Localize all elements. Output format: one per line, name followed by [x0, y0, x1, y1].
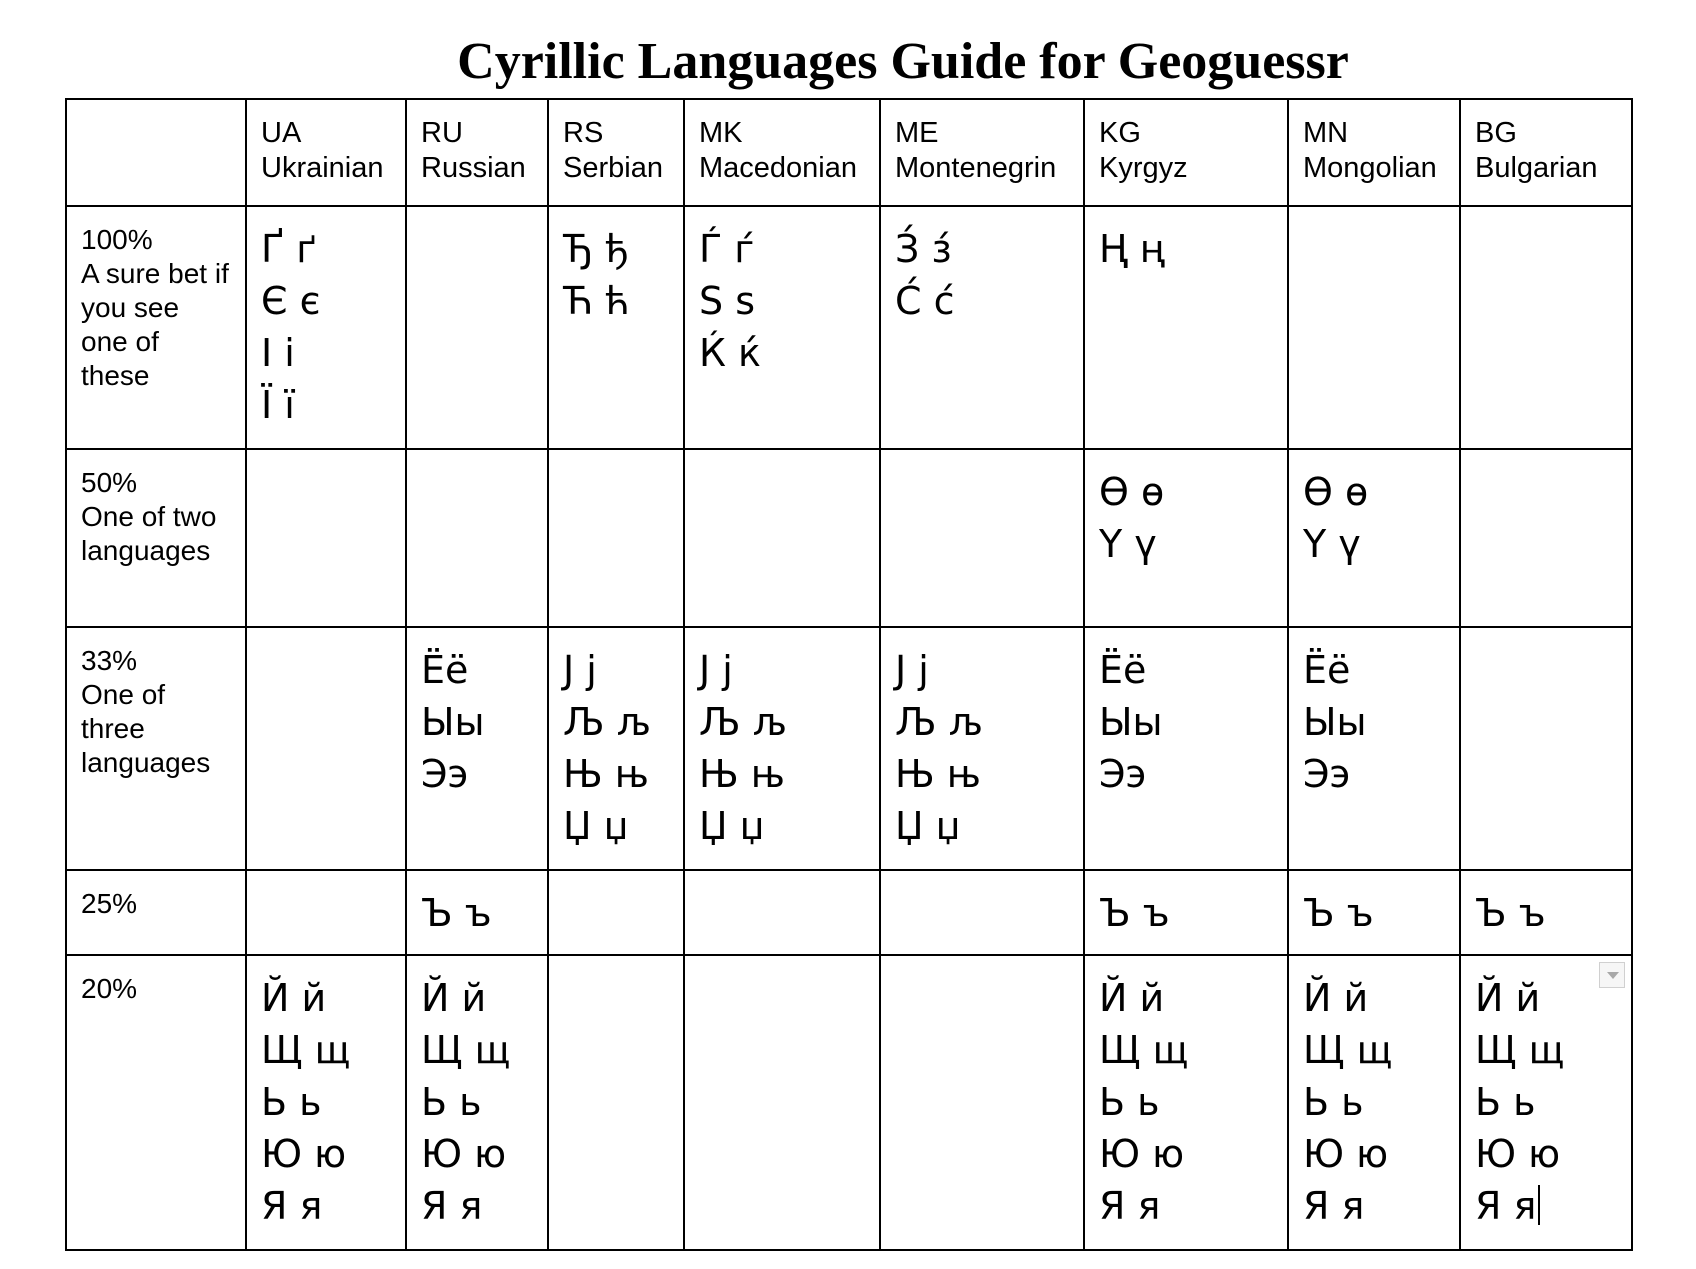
letter-pair	[261, 1128, 391, 1180]
letter-pair-text: Ј ј	[563, 648, 597, 692]
letter-pair-text: Ъ ъ	[1475, 891, 1546, 935]
letter-list	[1475, 972, 1617, 1232]
letters-cell-kg[interactable]	[1084, 206, 1288, 449]
letter-pair	[1475, 972, 1617, 1024]
tier-row	[66, 955, 1632, 1250]
letters-cell-mn[interactable]	[1288, 627, 1460, 870]
letter-pair	[699, 275, 865, 327]
letter-pair	[1475, 887, 1617, 939]
letter-pair	[261, 1024, 391, 1076]
letter-pair	[1303, 748, 1445, 800]
language-name: Montenegrin	[895, 152, 1057, 184]
header-cell-me[interactable]	[880, 99, 1084, 206]
letters-cell-rs[interactable]	[548, 870, 684, 955]
letter-pair-text: Ө ө	[1303, 470, 1369, 514]
letter-pair-text: Ґ ґ	[261, 227, 317, 271]
language-name: Macedonian	[699, 152, 857, 184]
letter-pair-text: Љ љ	[563, 700, 651, 744]
letter-pair-text: Я я	[1475, 1184, 1537, 1228]
letter-pair-text: Ю ю	[421, 1132, 507, 1176]
letter-list	[1475, 887, 1617, 939]
letter-pair-text: Ёё	[421, 648, 469, 692]
tier-description: A sure bet if you see one of these	[81, 258, 229, 391]
letter-list	[421, 887, 533, 939]
letter-pair-text: Ыы	[1303, 700, 1367, 744]
letters-cell-kg[interactable]	[1084, 955, 1288, 1250]
language-name: Russian	[421, 152, 526, 184]
letter-pair	[895, 800, 1069, 852]
letter-pair-text: Й й	[261, 976, 327, 1020]
letter-pair-text: Я я	[261, 1184, 323, 1228]
letter-pair-text: Ј ј	[699, 648, 733, 692]
letter-pair-text: Ыы	[421, 700, 485, 744]
letter-pair	[699, 748, 865, 800]
letter-pair	[421, 1024, 533, 1076]
tier-row	[66, 206, 1632, 449]
letter-list	[699, 644, 865, 852]
letter-pair	[1099, 223, 1273, 275]
letters-cell-mk[interactable]	[684, 206, 880, 449]
letter-pair	[1475, 1180, 1617, 1232]
language-code: MK	[699, 117, 743, 149]
letter-list	[563, 223, 669, 327]
letter-list	[895, 644, 1069, 852]
letter-list	[1099, 887, 1273, 939]
letter-pair	[261, 275, 391, 327]
letter-pair-text: Њ њ	[563, 752, 649, 796]
letter-pair-text: Ћ ћ	[563, 279, 630, 323]
letters-cell-ru[interactable]	[406, 449, 548, 627]
letters-cell-ua[interactable]	[246, 955, 406, 1250]
letter-list	[1303, 466, 1445, 570]
tier-row	[66, 627, 1632, 870]
letters-cell-mn[interactable]	[1288, 870, 1460, 955]
letter-pair-text: Њ њ	[895, 752, 981, 796]
letter-pair	[1099, 972, 1273, 1024]
letters-cell-bg[interactable]	[1460, 627, 1632, 870]
letter-pair	[699, 644, 865, 696]
letter-pair	[1099, 518, 1273, 570]
letter-pair-text: Ю ю	[1303, 1132, 1389, 1176]
letter-pair-text: Ђ ђ	[563, 227, 629, 271]
letters-cell-mk[interactable]	[684, 870, 880, 955]
letter-pair	[895, 644, 1069, 696]
letter-pair-text: Щ щ	[421, 1028, 511, 1072]
letter-pair	[1099, 696, 1273, 748]
language-name: Mongolian	[1303, 152, 1437, 184]
letter-list	[1099, 223, 1273, 275]
letters-cell-me[interactable]	[880, 206, 1084, 449]
letters-cell-ua[interactable]	[246, 206, 406, 449]
letter-pair-text: Я я	[1303, 1184, 1365, 1228]
letter-pair	[563, 275, 669, 327]
letter-pair	[699, 800, 865, 852]
tier-label-cell[interactable]	[66, 955, 246, 1250]
letter-pair-text: Ээ	[1099, 752, 1147, 796]
letter-pair-text: Щ щ	[1475, 1028, 1565, 1072]
language-code: BG	[1475, 117, 1517, 149]
letter-pair-text: Ыы	[1099, 700, 1163, 744]
letters-cell-kg[interactable]	[1084, 449, 1288, 627]
letters-cell-bg[interactable]	[1460, 955, 1632, 1250]
letter-list	[421, 972, 533, 1232]
tier-label-cell[interactable]	[66, 627, 246, 870]
language-code: RS	[563, 117, 604, 149]
letter-pair	[895, 748, 1069, 800]
language-code: UA	[261, 117, 302, 149]
letters-cell-me[interactable]	[880, 870, 1084, 955]
language-name: Serbian	[563, 152, 663, 184]
letter-pair-text: Њ њ	[699, 752, 785, 796]
tier-percent: 33%	[81, 645, 138, 676]
letter-pair-text: Щ щ	[261, 1028, 351, 1072]
letter-list	[261, 972, 391, 1232]
letter-pair	[1099, 1076, 1273, 1128]
letter-pair-text: Ү ү	[1099, 522, 1157, 566]
letter-pair-text: Ѓ ѓ	[699, 227, 755, 271]
letter-pair	[563, 644, 669, 696]
letter-pair	[1099, 466, 1273, 518]
tier-percent: 100%	[81, 224, 153, 255]
header-cell-ua[interactable]	[246, 99, 406, 206]
letter-list	[1303, 972, 1445, 1232]
letter-pair	[563, 748, 669, 800]
letter-pair	[421, 644, 533, 696]
letter-pair	[1303, 972, 1445, 1024]
letter-pair-text: Ю ю	[1099, 1132, 1185, 1176]
letter-pair-text: Ёё	[1303, 648, 1351, 692]
letter-pair	[421, 1180, 533, 1232]
letter-pair	[1099, 1180, 1273, 1232]
letter-pair-text: Ү ү	[1303, 522, 1361, 566]
letters-cell-ru[interactable]	[406, 627, 548, 870]
letter-pair	[421, 748, 533, 800]
letter-list	[1099, 466, 1273, 570]
letter-pair-text: Ї ї	[261, 383, 295, 427]
language-name: Kyrgyz	[1099, 152, 1188, 184]
letter-pair	[1099, 748, 1273, 800]
language-name: Bulgarian	[1475, 152, 1598, 184]
letters-cell-rs[interactable]	[548, 449, 684, 627]
letters-cell-rs[interactable]	[548, 206, 684, 449]
letter-list	[1099, 972, 1273, 1232]
letter-pair-text: І і	[261, 331, 295, 375]
tier-percent: 20%	[81, 973, 138, 1004]
letter-list	[1099, 644, 1273, 800]
header-cell-ru[interactable]	[406, 99, 548, 206]
letter-list	[895, 223, 1069, 327]
tier-percent: 25%	[81, 888, 138, 919]
letter-pair	[1303, 644, 1445, 696]
letter-pair-text: Ң ң	[1099, 227, 1165, 271]
letter-pair	[895, 275, 1069, 327]
letter-pair-text: Й й	[1475, 976, 1541, 1020]
header-row	[66, 99, 1632, 206]
language-code: KG	[1099, 117, 1141, 149]
letters-cell-bg[interactable]	[1460, 449, 1632, 627]
letters-cell-me[interactable]	[880, 449, 1084, 627]
letter-pair-text: Ѕ ѕ	[699, 279, 755, 323]
letter-pair	[261, 1076, 391, 1128]
letter-pair	[1303, 696, 1445, 748]
letter-pair-text: Ъ ъ	[1099, 891, 1170, 935]
letter-pair	[421, 1128, 533, 1180]
letter-list	[699, 223, 865, 379]
letter-pair	[1303, 466, 1445, 518]
letters-cell-kg[interactable]	[1084, 627, 1288, 870]
language-name: Ukrainian	[261, 152, 384, 184]
letters-cell-ua[interactable]	[246, 449, 406, 627]
text-cursor	[1538, 1185, 1540, 1225]
tier-row	[66, 870, 1632, 955]
letter-list	[421, 644, 533, 800]
language-code: ME	[895, 117, 939, 149]
letters-cell-mn[interactable]	[1288, 449, 1460, 627]
letter-pair-text: Ќ ќ	[699, 331, 762, 375]
letters-cell-bg[interactable]	[1460, 206, 1632, 449]
letter-pair-text: З́ з́	[895, 227, 952, 271]
letters-cell-me[interactable]	[880, 955, 1084, 1250]
letter-pair	[699, 223, 865, 275]
letter-pair-text: Ь ь	[1099, 1080, 1160, 1124]
letters-cell-mn[interactable]	[1288, 206, 1460, 449]
letters-cell-rs[interactable]	[548, 627, 684, 870]
letter-pair-text: Ю ю	[261, 1132, 347, 1176]
tier-description: One of three languages	[81, 679, 211, 778]
letters-cell-ru[interactable]	[406, 955, 548, 1250]
letter-pair	[563, 223, 669, 275]
header-cell-bg[interactable]	[1460, 99, 1632, 206]
letter-pair	[1303, 1128, 1445, 1180]
header-cell-kg[interactable]	[1084, 99, 1288, 206]
letters-cell-kg[interactable]	[1084, 870, 1288, 955]
letter-list	[1303, 887, 1445, 939]
document-title: Cyrillic Languages Guide for Geoguessr	[457, 33, 1349, 90]
letter-pair	[1303, 1076, 1445, 1128]
letter-pair	[1099, 644, 1273, 696]
letters-cell-ua[interactable]	[246, 870, 406, 955]
letter-pair	[563, 800, 669, 852]
letter-pair	[421, 696, 533, 748]
letter-pair-text: Џ џ	[563, 804, 629, 848]
tier-description: One of two languages	[81, 501, 217, 566]
letter-pair-text: Щ щ	[1099, 1028, 1189, 1072]
letter-pair-text: Ј ј	[895, 648, 929, 692]
letter-pair	[421, 972, 533, 1024]
corner-cell[interactable]	[66, 99, 246, 206]
language-code: MN	[1303, 117, 1349, 149]
letter-pair	[895, 696, 1069, 748]
header-cell-mk[interactable]	[684, 99, 880, 206]
letters-cell-me[interactable]	[880, 627, 1084, 870]
letter-pair	[1303, 1180, 1445, 1232]
letter-pair-text: Џ џ	[699, 804, 765, 848]
letter-pair	[261, 327, 391, 379]
cyrillic-letters-table	[65, 98, 1633, 1251]
letter-pair	[261, 972, 391, 1024]
tier-label-cell[interactable]	[66, 449, 246, 627]
letter-pair-text: Я я	[421, 1184, 483, 1228]
letters-cell-mk[interactable]	[684, 627, 880, 870]
letter-pair-text: Џ џ	[895, 804, 961, 848]
tier-label-cell[interactable]	[66, 870, 246, 955]
letter-pair-text: С́ с́	[895, 279, 955, 323]
letter-list	[1303, 644, 1445, 800]
letter-pair-text: Ээ	[1303, 752, 1351, 796]
letter-pair	[1099, 1024, 1273, 1076]
letter-list	[261, 223, 391, 431]
letters-cell-mn[interactable]	[1288, 955, 1460, 1250]
letter-pair-text: Щ щ	[1303, 1028, 1393, 1072]
letters-cell-bg[interactable]	[1460, 870, 1632, 955]
letter-pair-text: Ъ ъ	[1303, 891, 1374, 935]
letter-pair	[1099, 1128, 1273, 1180]
letters-cell-mk[interactable]	[684, 955, 880, 1250]
letter-pair	[421, 887, 533, 939]
letter-pair	[895, 223, 1069, 275]
letter-pair-text: Я я	[1099, 1184, 1161, 1228]
language-code: RU	[421, 117, 463, 149]
letters-cell-ua[interactable]	[246, 627, 406, 870]
letter-pair-text: Ө ө	[1099, 470, 1165, 514]
letter-pair-text: Љ љ	[699, 700, 787, 744]
tier-percent: 50%	[81, 467, 138, 498]
header-cell-mn[interactable]	[1288, 99, 1460, 206]
letter-pair-text: Й й	[1099, 976, 1165, 1020]
letter-pair	[1303, 1024, 1445, 1076]
letter-pair-text: Ю ю	[1475, 1132, 1561, 1176]
letter-pair-text: Ёё	[1099, 648, 1147, 692]
letter-pair-text: Й й	[1303, 976, 1369, 1020]
letter-pair-text: Ээ	[421, 752, 469, 796]
letter-pair-text: Ъ ъ	[421, 891, 492, 935]
letter-pair-text: Ь ь	[1303, 1080, 1364, 1124]
letter-pair-text: Є є	[261, 279, 321, 323]
letter-pair	[699, 327, 865, 379]
letters-cell-ru[interactable]	[406, 870, 548, 955]
cell-dropdown-arrow-icon[interactable]	[1599, 962, 1625, 988]
letter-pair	[563, 696, 669, 748]
tier-row	[66, 449, 1632, 627]
letter-pair	[1303, 887, 1445, 939]
letter-list	[563, 644, 669, 852]
letter-pair	[699, 696, 865, 748]
letters-cell-rs[interactable]	[548, 955, 684, 1250]
letters-cell-ru[interactable]	[406, 206, 548, 449]
letter-pair-text: Ь ь	[1475, 1080, 1536, 1124]
letter-pair	[1475, 1076, 1617, 1128]
letter-pair	[261, 1180, 391, 1232]
letter-pair	[261, 223, 391, 275]
letter-pair-text: Ь ь	[261, 1080, 322, 1124]
letter-pair-text: Ь ь	[421, 1080, 482, 1124]
letter-pair-text: Й й	[421, 976, 487, 1020]
letter-pair	[1475, 1128, 1617, 1180]
letter-pair	[1475, 1024, 1617, 1076]
letters-cell-mk[interactable]	[684, 449, 880, 627]
tier-label-cell[interactable]	[66, 206, 246, 449]
letter-pair	[261, 379, 391, 431]
letter-pair-text: Љ љ	[895, 700, 983, 744]
letter-pair	[1303, 518, 1445, 570]
letter-pair	[1099, 887, 1273, 939]
header-cell-rs[interactable]	[548, 99, 684, 206]
letter-pair	[421, 1076, 533, 1128]
